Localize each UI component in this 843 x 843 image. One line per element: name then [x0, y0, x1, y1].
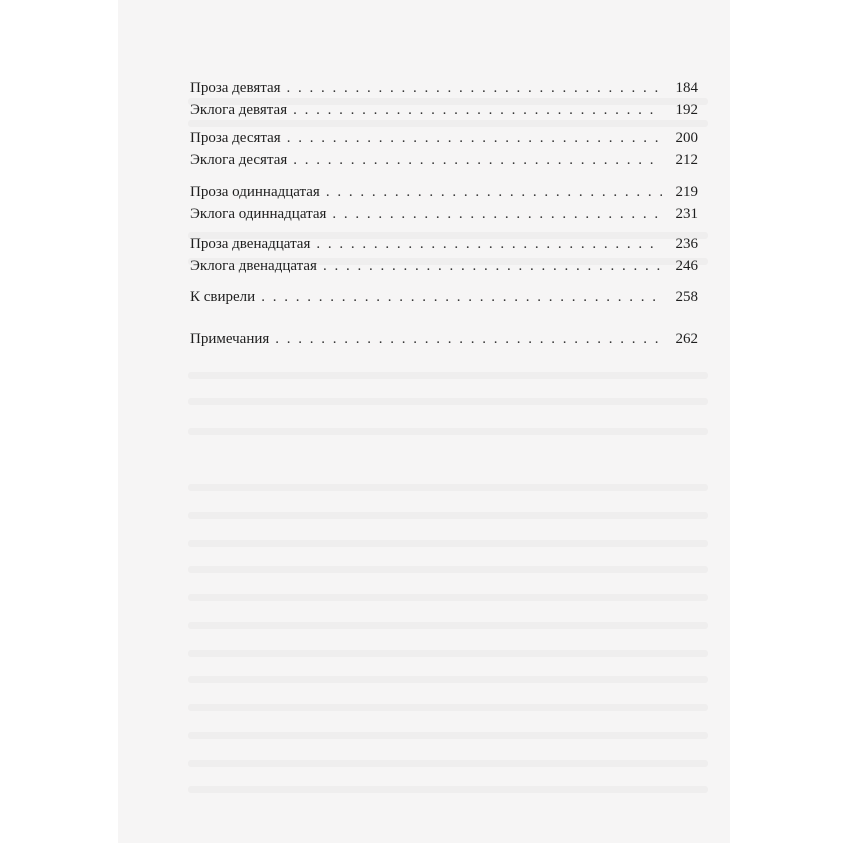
toc-entry-page: 258: [675, 289, 698, 305]
dot-leader: [287, 80, 662, 97]
dot-leader: [332, 206, 662, 223]
table-of-contents: [190, 0, 698, 843]
dot-leader: [293, 152, 662, 169]
toc-entry-page: 231: [675, 206, 698, 222]
toc-entry-page: 246: [675, 258, 698, 274]
dot-leader: [261, 289, 662, 306]
toc-entry-page: 219: [675, 184, 698, 200]
toc-entry-title: Проза девятая: [190, 80, 281, 96]
toc-entry-page: 192: [675, 102, 698, 118]
toc-entry-title: Эклога двенадцатая: [190, 258, 317, 274]
toc-entry: [190, 80, 698, 100]
toc-entry: [190, 289, 698, 309]
toc-entry-page: 200: [675, 130, 698, 146]
dot-leader: [316, 236, 662, 253]
dot-leader: [326, 184, 662, 201]
dot-leader: [287, 130, 662, 147]
toc-entry-title: Эклога десятая: [190, 152, 288, 168]
toc-entry-page: 262: [675, 331, 698, 347]
toc-entry: [190, 152, 698, 172]
toc-entry: [190, 331, 698, 351]
toc-entry-title: Примечания: [190, 331, 270, 347]
toc-entry: [190, 184, 698, 204]
toc-entry: [190, 258, 698, 278]
toc-entry-page: 184: [675, 80, 698, 96]
toc-entry-title: К свирели: [190, 289, 256, 305]
dot-leader: [293, 102, 662, 119]
toc-entry-title: Проза одиннадцатая: [190, 184, 320, 200]
toc-entry-page: 212: [675, 152, 698, 168]
toc-entry-page: 236: [675, 236, 698, 252]
toc-entry: [190, 102, 698, 122]
dot-leader: [275, 331, 662, 348]
toc-entry: [190, 206, 698, 226]
toc-entry: [190, 130, 698, 150]
toc-entry-title: Проза десятая: [190, 130, 281, 146]
toc-entry-title: Эклога девятая: [190, 102, 288, 118]
toc-entry-title: Проза двенадцатая: [190, 236, 311, 252]
toc-entry: [190, 236, 698, 256]
toc-entry-title: Эклога одиннадцатая: [190, 206, 327, 222]
dot-leader: [323, 258, 662, 275]
